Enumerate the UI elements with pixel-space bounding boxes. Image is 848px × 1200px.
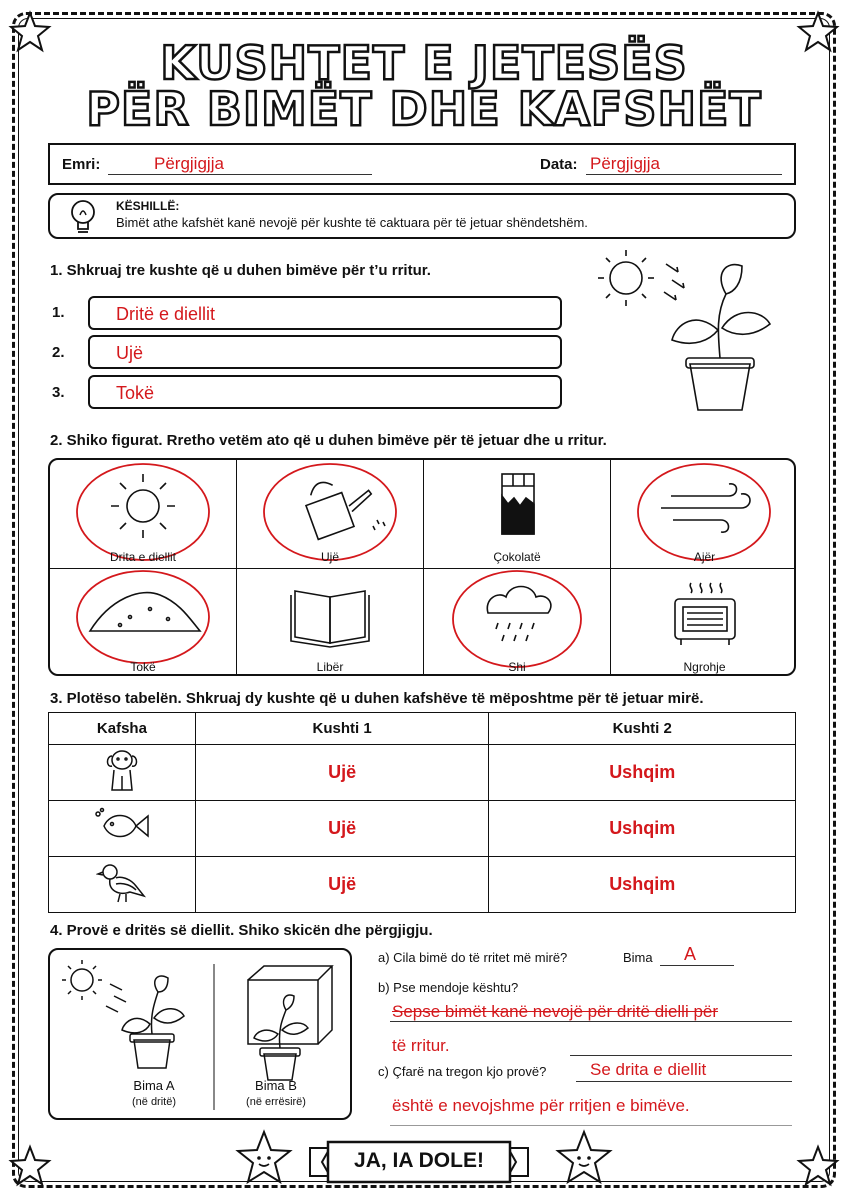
animal-cell [49,745,196,801]
question-2: 2. Shiko figurat. Rretho vetëm ato që u duhen bimëve për të jetuar dhe u rritur. [50,432,607,449]
answer-line-4b-2[interactable] [570,1036,792,1056]
condition-2-cell[interactable]: Ushqim [489,857,796,913]
star-icon [796,1144,840,1188]
answer-line-4a[interactable] [660,946,734,966]
banner-text: JA, IA DOLE! [354,1149,484,1172]
question-4: 4. Provë e dritës së diellit. Shiko skicën dhe përgjigju. [50,922,433,939]
condition-1-cell[interactable]: Ujë [195,801,489,857]
table-row [49,857,796,913]
page-title-line-1: KUSHTET E JETESËS [160,36,688,90]
plant-a-name: Bima A [133,1078,175,1093]
animal-cell [49,801,196,857]
tip-text: Bimët athe kafshët kanë nevojë për kushte të caktuara për të jetuar shëndetshëm. [116,215,588,230]
animal-cell [49,857,196,913]
grid-cell-chocolate[interactable] [424,460,611,569]
table-header-condition-2: Kushti 2 [489,713,796,745]
table-row [49,745,796,801]
grid-cell-book[interactable] [237,569,424,676]
q1-num-3: 3. [52,384,65,401]
grid-cell-rain[interactable] [424,569,611,676]
question-3: 3. Plotëso tabelën. Shkruaj dy kushte që u duhen kafshëve të mëposhtme për të jetuar mirë. [50,690,704,707]
question-4c: c) Çfarë na tregon kjo provë? [378,1064,547,1079]
grid-cell-sun[interactable] [50,460,237,569]
name-answer: Përgjigjja [154,154,224,173]
q1-answer-3: Tokë [116,383,155,403]
grid-label-soil: Tokë [130,660,156,674]
grid-label-heater: Ngrohje [683,660,726,674]
q1-answer-box-3[interactable] [88,375,562,409]
answer-4c-line-2: është e nevojshme për rritjen e bimëve. [392,1096,690,1115]
name-label: Emri: [62,156,101,173]
name-line[interactable] [108,155,372,175]
date-label: Data: [540,156,578,173]
dog-icon [102,746,142,794]
answer-4b-line-1: Sepse bimët kanë nevojë për dritë dielli për [392,1002,719,1021]
answer-circle [264,464,396,560]
smiling-star-icon [552,1128,616,1188]
condition-1-cell[interactable]: Ujë [195,745,489,801]
q1-answer-box-2[interactable] [88,335,562,369]
grid-cell-water[interactable] [237,460,424,569]
date-answer: Përgjigjja [590,154,660,173]
table-row [49,801,796,857]
page-title-line-2: PËR BIMËT DHE KAFSHËT [86,82,762,136]
name-date-box [48,143,796,185]
q1-answer-box-1[interactable] [88,296,562,330]
tip-box [48,193,796,239]
animals-table [48,712,796,913]
answer-circle [638,464,770,560]
grid-label-air: Ajër [693,550,716,564]
star-icon [8,1144,52,1188]
bird-icon [96,860,148,904]
picture-grid [48,458,796,676]
grid-label-chocolate: Çokolatë [493,550,541,564]
condition-2-cell[interactable]: Ushqim [489,745,796,801]
q1-answer-2: Ujë [116,343,144,363]
grid-label-rain: Shi [508,660,526,674]
answer-4c-line-1: Se drita e diellit [590,1060,707,1079]
grid-label-sun: Drita e diellit [109,550,177,564]
plant-b-name: Bima B [255,1078,297,1093]
question-4a-prefix: Bima [623,950,653,965]
question-4b: b) Pse mendoje kështu? [378,980,519,995]
answer-4b-line-2: të rritur. [392,1036,450,1055]
condition-1-cell[interactable]: Ujë [195,857,489,913]
q1-answer-1: Dritë e diellit [116,304,216,324]
experiment-box [48,948,352,1120]
fish-icon [94,806,150,846]
question-1: 1. Shkruaj tre kushte që u duhen bimëve për t’u rritur. [50,262,431,279]
answer-4a: A [684,944,697,964]
answer-circle [453,571,581,667]
lightbulb-icon [66,197,100,239]
grid-label-book: Libër [316,660,344,674]
table-header-animal: Kafsha [49,713,196,745]
plant-b-note: (në errësirë) [246,1096,306,1108]
grid-cell-air[interactable] [611,460,796,569]
plant-a-note: (në dritë) [131,1096,177,1108]
grid-cell-soil[interactable] [50,569,237,676]
plant-sun-illustration [586,244,786,416]
tip-title: KËSHILLË: [116,199,180,213]
table-header-condition-1: Kushti 1 [195,713,489,745]
q1-num-1: 1. [52,304,65,321]
question-4a: a) Cila bimë do të rritet më mirë? [378,950,568,965]
q1-num-2: 2. [52,344,65,361]
smiling-star-icon [232,1128,296,1188]
success-banner [308,1140,530,1184]
condition-2-cell[interactable]: Ushqim [489,801,796,857]
grid-cell-heater[interactable] [611,569,796,676]
grid-label-water: Ujë [320,550,339,564]
